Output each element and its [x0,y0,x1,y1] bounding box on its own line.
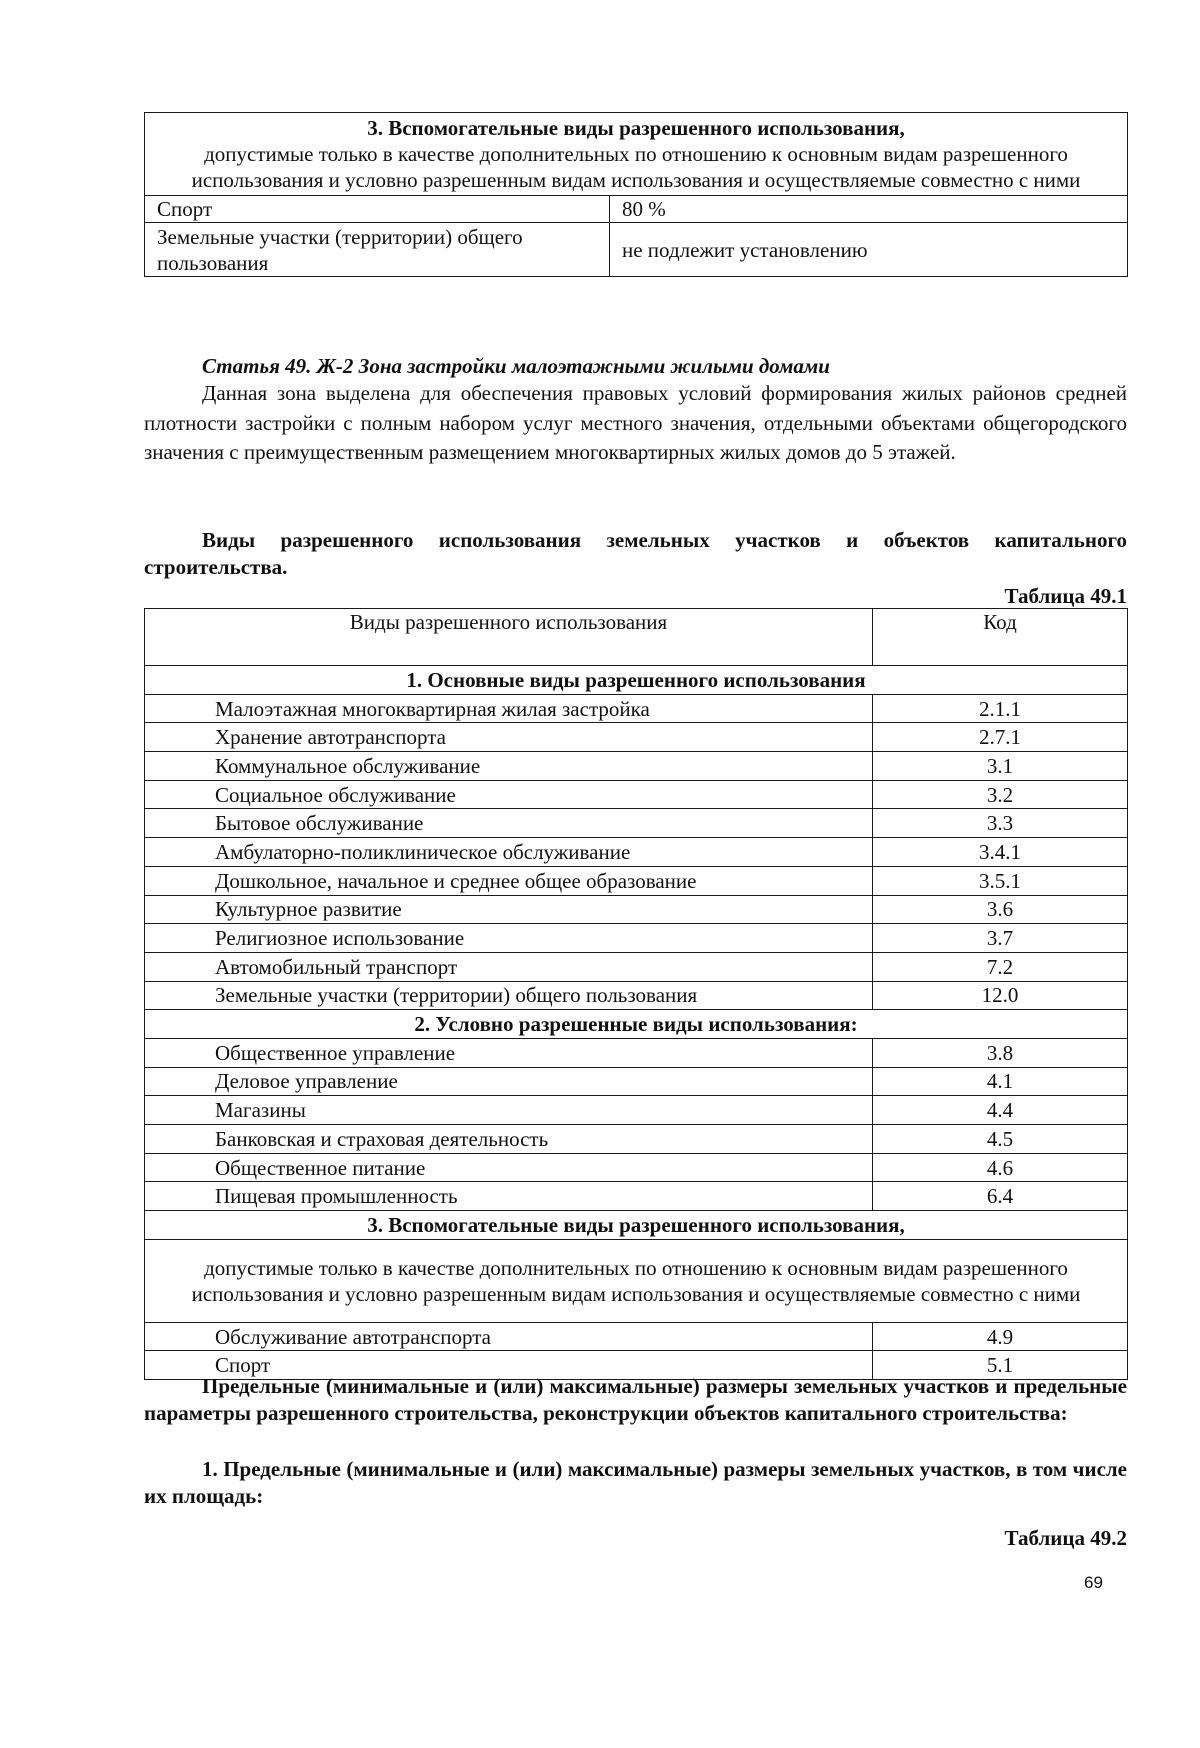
table-row [145,196,1128,223]
article-paragraph: Данная зона выделена для обеспечения правовых условий формирования жилых районов средней плотности застройки с полным набором услуг местного значения, отдельными объектами общегородского значения с преимущественным размещением многоквартирных жилых домов до 5 этажей. [144,381,1127,464]
use-name: Спорт [145,1351,873,1380]
use-code: 4.5 [873,1125,1128,1154]
auxiliary-uses-limits-table [144,112,1128,277]
row-name-cell: Спорт [145,196,610,223]
permitted-uses-table [144,608,1128,1380]
use-name: Бытовое обслуживание [145,809,873,838]
use-code: 12.0 [873,981,1128,1010]
use-name: Дошкольное, начальное и среднее общее образование [145,866,873,895]
table-row [145,1038,1128,1067]
table-header-cell [145,113,1128,196]
section-title: 2. Условно разрешенные виды использования: [145,1010,1128,1039]
section-row [145,1010,1128,1039]
use-code: 4.6 [873,1153,1128,1182]
section-note-row [145,1239,1128,1322]
table-row [145,981,1128,1010]
use-name: Общественное питание [145,1153,873,1182]
table-row [145,752,1128,781]
use-code: 4.4 [873,1096,1128,1125]
use-name: Коммунальное обслуживание [145,752,873,781]
article-title: Статья 49. Ж-2 Зона застройки малоэтажными жилыми домами [202,354,830,378]
use-code: 3.4.1 [873,838,1128,867]
use-name: Культурное развитие [145,895,873,924]
use-name: Общественное управление [145,1038,873,1067]
use-name: Обслуживание автотранспорта [145,1322,873,1351]
table-header-row [145,113,1128,196]
use-code: 3.5.1 [873,866,1128,895]
row-name-cell: Земельные участки (территории) общего пользования [145,223,610,277]
use-name: Пищевая промышленность [145,1182,873,1211]
use-name: Деловое управление [145,1067,873,1096]
table-row [145,780,1128,809]
use-code: 3.1 [873,752,1128,781]
use-code: 2.7.1 [873,723,1128,752]
use-code: 3.8 [873,1038,1128,1067]
table-row [145,1125,1128,1154]
use-code: 3.6 [873,895,1128,924]
table-row [145,1067,1128,1096]
use-code: 2.1.1 [873,694,1128,723]
use-name: Магазины [145,1096,873,1125]
table-row [145,924,1128,953]
row-value-cell: не подлежит установлению [610,223,1128,277]
section-row [145,1211,1128,1240]
header-description-text: допустимые только в качестве дополнительных по отношению к основным видам разрешенного использования и условно разрешенным видам использования и осуществляемые совместно с ними [191,142,1081,192]
table-row [145,1153,1128,1182]
table-row [145,809,1128,838]
use-code: 3.2 [873,780,1128,809]
section-note: допустимые только в качестве дополнительных по отношению к основным видам разрешенного использования и условно разрешенным видам использования и осуществляемые совместно с ними [145,1239,1128,1322]
table-caption: Таблица 49.1 [1004,584,1127,608]
limits-subheading: 1. Предельные (минимальные и (или) максимальные) размеры земельных участков, в том числе их площадь: [144,1457,1127,1508]
use-code: 6.4 [873,1182,1128,1211]
section-row [145,666,1128,695]
use-name: Банковская и страховая деятельность [145,1125,873,1154]
header-bold-text: 3. Вспомогательные виды разрешенного использования, [367,116,905,140]
use-name: Малоэтажная многоквартирная жилая застройка [145,694,873,723]
table-row [145,1096,1128,1125]
column-header-code: Код [873,609,1128,666]
table-caption: Таблица 49.2 [1004,1526,1127,1550]
row-value-cell: 80 % [610,196,1128,223]
table-row [145,866,1128,895]
use-code: 5.1 [873,1351,1128,1380]
table-header-row [145,609,1128,666]
table-row [145,952,1128,981]
section-title: 3. Вспомогательные виды разрешенного использования, [145,1211,1128,1240]
table-row [145,694,1128,723]
column-header-name: Виды разрешенного использования [145,609,873,666]
table-row [145,838,1128,867]
use-code: 4.9 [873,1322,1128,1351]
use-code: 7.2 [873,952,1128,981]
page-number: 69 [1084,1573,1103,1592]
use-name: Религиозное использование [145,924,873,953]
use-name: Амбулаторно-поликлиническое обслуживание [145,838,873,867]
use-name: Автомобильный транспорт [145,952,873,981]
use-code: 3.7 [873,924,1128,953]
section-heading: Виды разрешенного использования земельных участков и объектов капитального строительства. [144,528,1127,579]
use-code: 4.1 [873,1067,1128,1096]
table-row [145,1322,1128,1351]
table-row [145,1182,1128,1211]
use-code: 3.3 [873,809,1128,838]
use-name: Земельные участки (территории) общего пользования [145,981,873,1010]
table-row [145,223,1128,277]
limits-heading: Предельные (минимальные и (или) максимальные) размеры земельных участков и предельные параметры разрешенного строительства, реконструкции объектов капитального строительства: [144,1374,1127,1425]
table-row [145,723,1128,752]
use-name: Хранение автотранспорта [145,723,873,752]
use-name: Социальное обслуживание [145,780,873,809]
section-title: 1. Основные виды разрешенного использования [145,666,1128,695]
table-row [145,895,1128,924]
